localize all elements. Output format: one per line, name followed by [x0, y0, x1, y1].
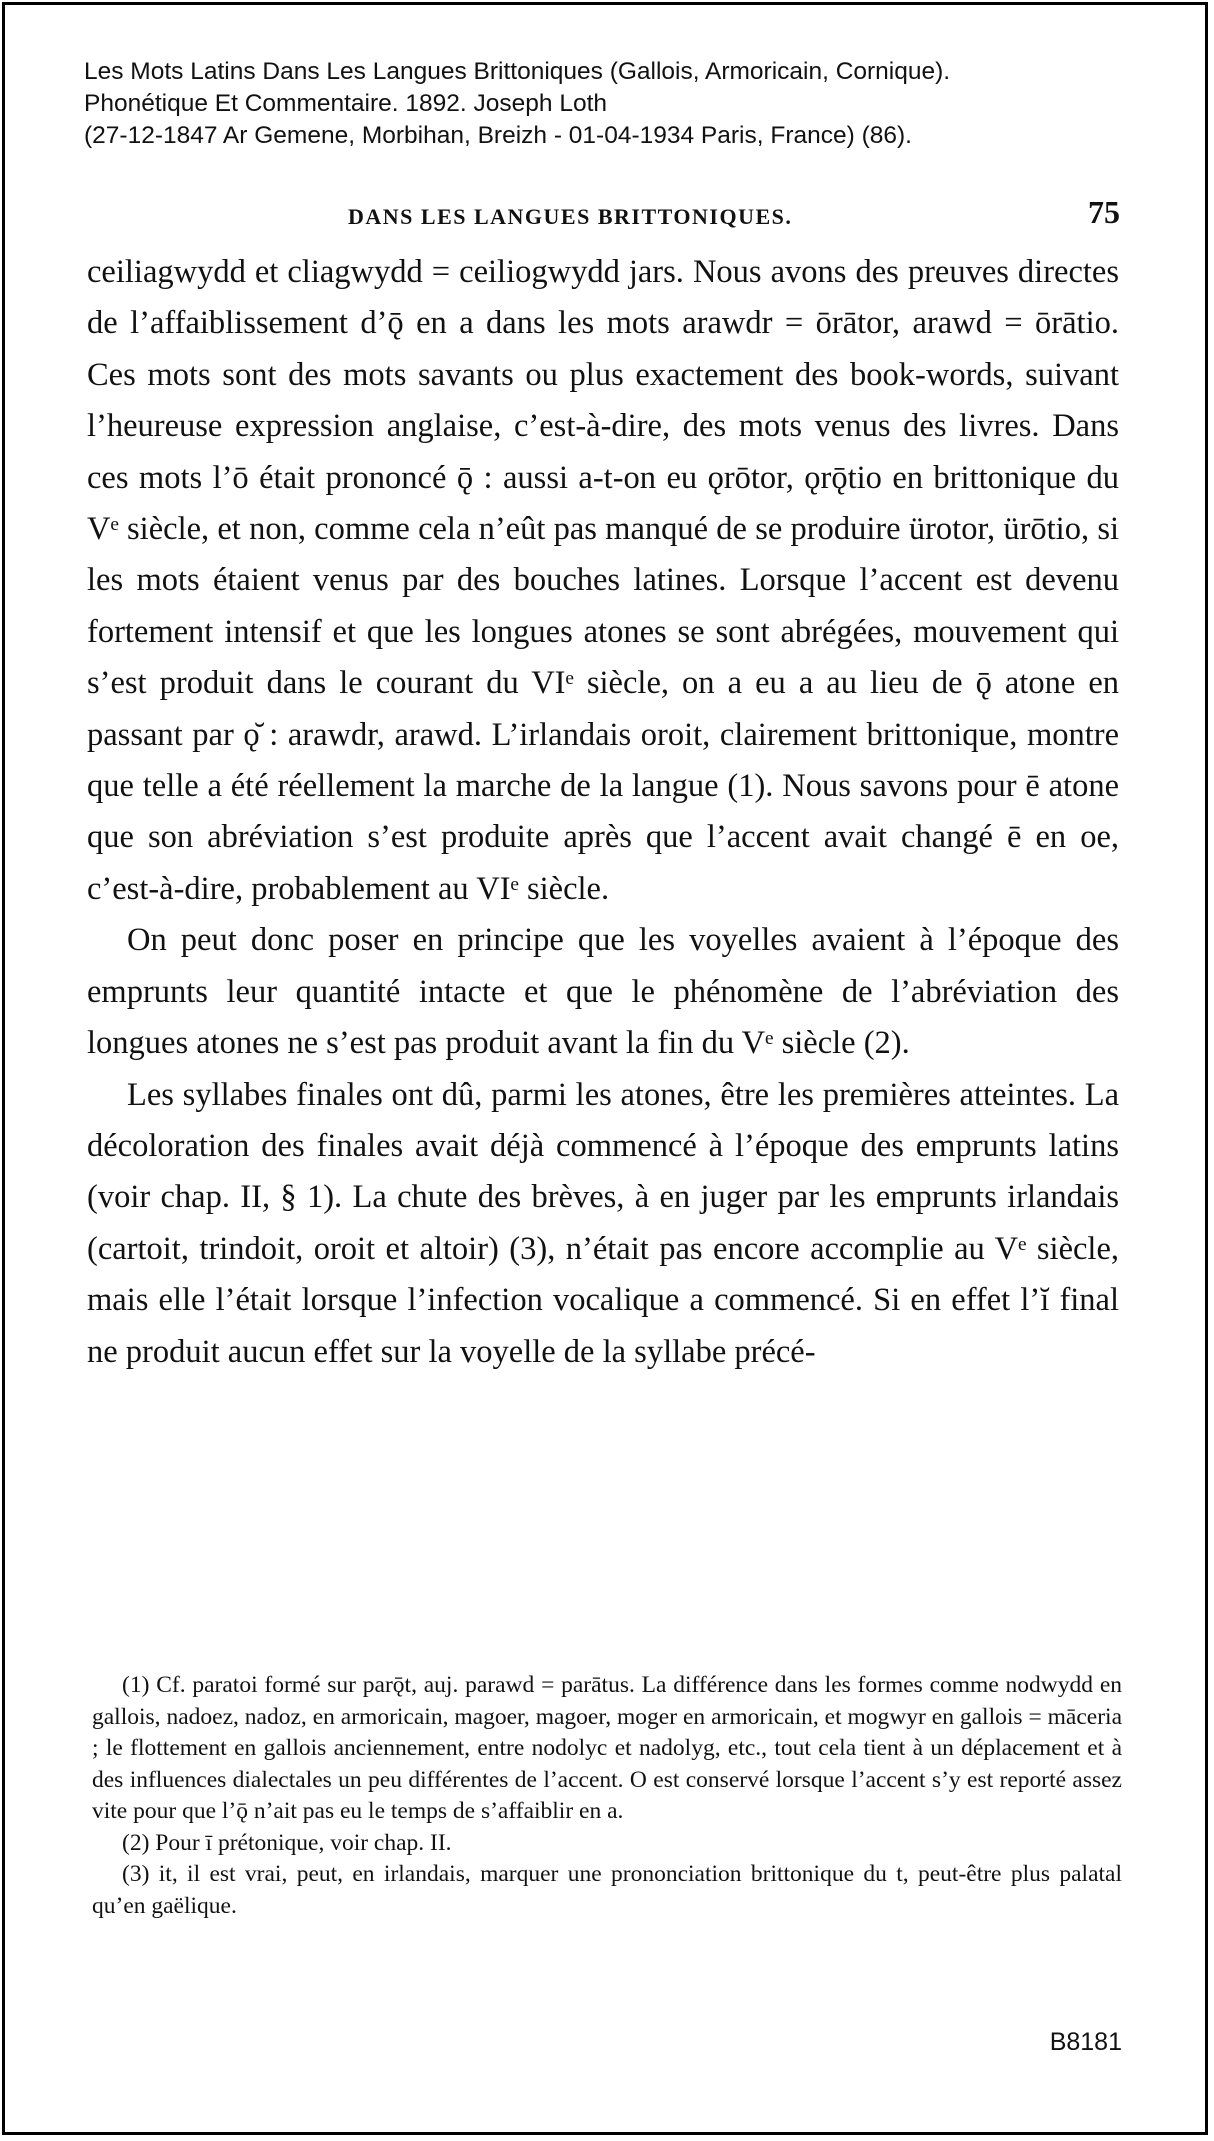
document-id: B8181 — [1049, 2028, 1122, 2056]
header-line-3: (27-12-1847 Ar Gemene, Morbihan, Breizh - 01-04-1934 Paris, France) (86). — [84, 122, 912, 149]
footnote-2: (2) Pour ī prétonique, voir chap. II. — [122, 1829, 452, 1856]
running-title: DANS LES LANGUES BRITTONIQUES. — [348, 204, 793, 229]
paragraph-1: ceiliagwydd et cliagwydd = ceiliogwydd jars. Nous avons des preuves directes de l’affaiblissement d’ǭ en a dans les mots arawdr = ōrātor, arawd = ōrātio. Ces mots sont des mots savants ou plus exactement des book-words, suivant l’heureuse expression anglaise, c’est-à-dire, des mots venus des livres. Dans ces mots l’ō était prononcé ǭ : aussi a-t-on eu ǫrōtor, ǫrǭtio en brittonique du Vᵉ siècle, et non, comme cela n’eût pas manqué de se produire ürotor, ürōtio, si les mots étaient venus par des bouches latines. Lorsque l’accent est devenu fortement intensif et que les longues atones se sont abrégées, mouvement qui s’est produit dans le courant du VIᵉ siècle, on a eu a au lieu de ǭ atone en passant par ǫ̆ : arawdr, arawd. L’irlandais oroit, clairement brittonique, montre que telle a été réellement la marche de la langue (1). Nous savons pour ē atone que son abréviation s’est produite après que l’accent avait changé ē en oe, c’est-à-dire, probablement au VIᵉ siècle. — [87, 254, 1119, 907]
footnote-3: (3) it, il est vrai, peut, en irlandais, marquer une prononciation brittonique du t, peut-être plus palatal qu’en gaëlique. — [92, 1861, 1122, 1919]
header-line-2: Phonétique Et Commentaire. 1892. Joseph Loth — [84, 90, 608, 117]
footnote-1: (1) Cf. paratoi formé sur parǭt, auj. parawd = parātus. La différence dans les formes comme nodwydd en gallois, nadoez, nadoz, en armoricain, magoer, magoer, moger en armoricain, et mogwyr en gallois = māceria ; le flottement en gallois anciennement, entre nodolyc et nadolyg, etc., tout cela tient à un déplacement et à des influences dialectales un peu différentes de l’accent. O est conservé lorsque l’accent s’y est reporté assez vite pour que l’ǭ n’ait pas eu le temps de s’affaiblir en a. — [92, 1672, 1122, 1824]
paragraph-2: On peut donc poser en principe que les voyelles avaient à l’époque des emprunts leur quantité intacte et que le phénomène de l’abréviation des longues atones ne s’est pas produit avant la fin du Vᵉ siècle (2). — [87, 922, 1119, 1062]
body-text — [87, 247, 1119, 1378]
paragraph-3: Les syllabes finales ont dû, parmi les atones, être les premières atteintes. La décoloration des finales avait déjà commencé à l’époque des emprunts latins (voir chap. II, § 1). La chute des brèves, à en juger par les emprunts irlandais (cartoit, trindoit, oroit et altoir) (3), n’était pas encore accomplie au Vᵉ siècle, mais elle l’était lorsque l’infection vocalique a commencé. Si en effet l’ĭ final ne produit aucun effet sur la voyelle de la syllabe précé- — [87, 1076, 1119, 1370]
page-number: 75 — [1088, 194, 1120, 230]
bibliographic-header — [84, 56, 1144, 152]
header-line-1: Les Mots Latins Dans Les Langues Brittoniques (Gallois, Armoricain, Cornique). — [84, 58, 951, 85]
running-head — [84, 194, 1120, 240]
footnotes — [92, 1670, 1122, 1922]
